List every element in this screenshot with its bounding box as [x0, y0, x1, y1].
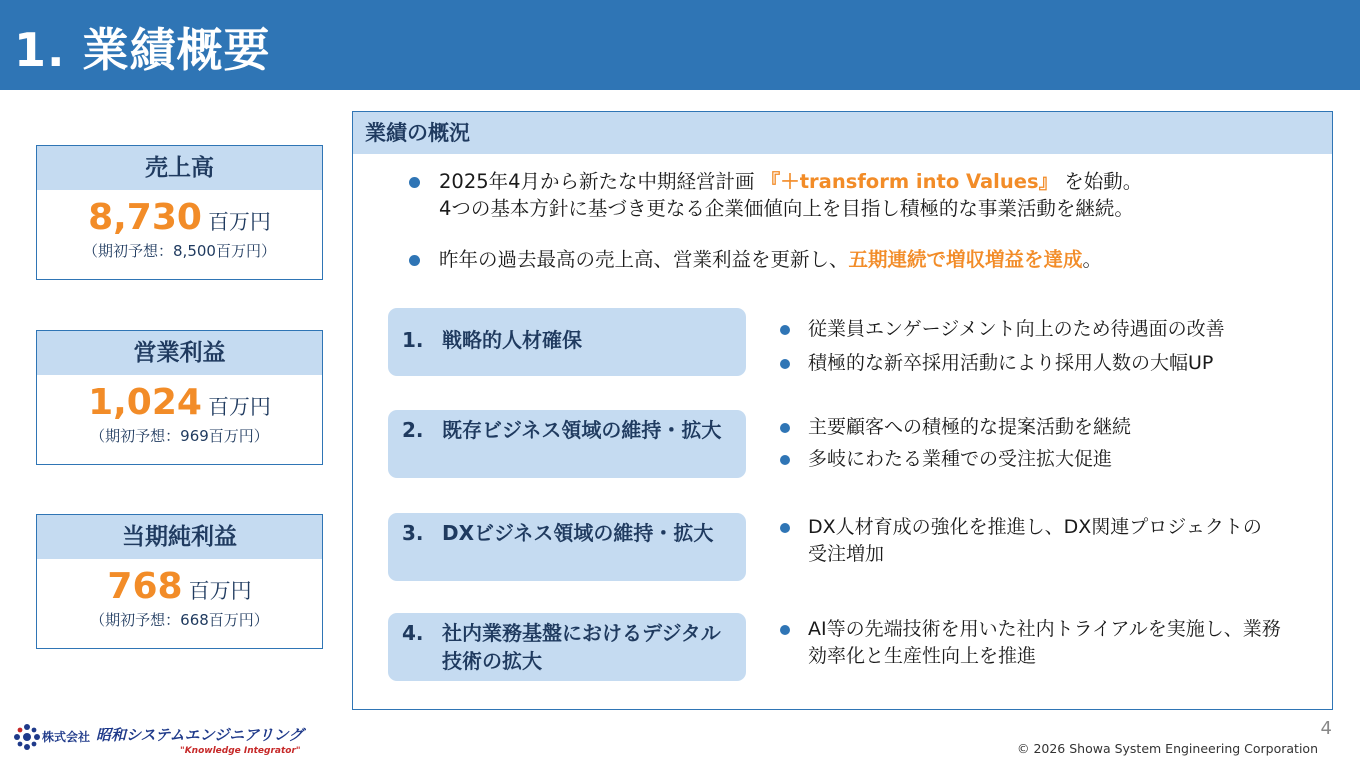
- kpi-title: 売上高: [37, 146, 322, 190]
- kpi-title: 当期純利益: [37, 515, 322, 559]
- policy-pill-4: [388, 613, 746, 681]
- text: 昨年の過去最高の売上高、営業利益を更新し、: [439, 248, 849, 271]
- policy-number: 4.: [402, 621, 424, 645]
- text: を始動。: [1058, 170, 1143, 193]
- kpi-title: 営業利益: [37, 331, 322, 375]
- kpi-sales: [36, 145, 323, 280]
- policy-pill-2: [388, 410, 746, 478]
- logo-name: 昭和システムエンジニアリング: [96, 726, 304, 744]
- kpi-net-income: [36, 514, 323, 649]
- page-title: 1. 業績概要: [14, 23, 271, 77]
- policy-pill-1: [388, 308, 746, 376]
- bullet-dot: [780, 325, 790, 335]
- kpi-forecast-note: （期初予想：668百万円）: [90, 611, 269, 629]
- bullet-dot: [409, 177, 420, 188]
- policy-pill-3: [388, 513, 746, 581]
- text: 2025年4月から新たな中期経営計画: [439, 170, 761, 193]
- kpi-number: 768: [107, 566, 183, 607]
- overview-bullet-results: [439, 246, 1319, 273]
- policy-number: 3.: [402, 521, 424, 545]
- policy-number: 2.: [402, 418, 424, 442]
- policy-1-item: 積極的な新卒採用活動により採用人数の大幅UP: [808, 352, 1214, 374]
- bullet-dot: [780, 455, 790, 465]
- logo-mark-icon: [12, 722, 42, 752]
- kpi-value: [37, 567, 322, 607]
- kpi-value: [37, 198, 322, 238]
- logo-tagline: "Knowledge Integrator": [180, 746, 301, 756]
- bullet-dot: [409, 255, 420, 266]
- policy-label: DXビジネス領域の維持・拡大: [442, 521, 714, 545]
- kpi-forecast-note: （期初予想：969百万円）: [90, 427, 269, 445]
- policy-2-item: 多岐にわたる業種での受注拡大促進: [808, 448, 1113, 470]
- policy-label: 既存ビジネス領域の維持・拡大: [442, 418, 722, 442]
- company-logo: [12, 720, 304, 764]
- overview-title: 業績の概況: [353, 112, 1332, 154]
- policy-number: 1.: [402, 328, 424, 352]
- header-bar: [0, 0, 1360, 90]
- policy-3-item: DX人材育成の強化を推進し、DX関連プロジェクトの受注増加: [808, 516, 1262, 565]
- bullet-dot: [780, 423, 790, 433]
- policy-label: 戦略的人材確保: [442, 328, 582, 352]
- page-number: 4: [1320, 718, 1332, 739]
- policy-2-item: 主要顧客への積極的な提案活動を継続: [808, 416, 1132, 438]
- bullet-dot: [780, 359, 790, 369]
- kpi-unit: 百万円: [207, 210, 271, 234]
- text: 。: [1082, 248, 1103, 271]
- kpi-operating-profit: [36, 330, 323, 465]
- bullet-dot: [780, 625, 790, 635]
- kpi-number: 1,024: [88, 382, 202, 423]
- logo-prefix: 株式会社: [42, 730, 91, 744]
- policy-1-item: 従業員エンゲージメント向上のため待遇面の改善: [808, 318, 1225, 340]
- bullet-dot: [780, 523, 790, 533]
- policy-label: 社内業務基盤におけるデジタル技術の拡大: [442, 621, 721, 673]
- kpi-value: [37, 383, 322, 423]
- kpi-number: 8,730: [88, 197, 202, 238]
- kpi-unit: 百万円: [188, 579, 252, 603]
- copyright: © 2026 Showa System Engineering Corporation: [1016, 741, 1318, 756]
- overview-bullet-plan: [439, 168, 1319, 222]
- plan-name-highlight: 『＋transform into Values』: [760, 170, 1059, 193]
- text: 4つの基本方針に基づき更なる企業価値向上を目指し積極的な事業活動を継続。: [439, 197, 1134, 220]
- results-highlight: 五期連続で増収増益を達成: [848, 248, 1083, 271]
- kpi-unit: 百万円: [207, 395, 271, 419]
- policy-4-item: AI等の先端技術を用いた社内トライアルを実施し、業務効率化と生産性向上を推進: [808, 618, 1281, 667]
- kpi-forecast-note: （期初予想：8,500百万円）: [83, 242, 276, 260]
